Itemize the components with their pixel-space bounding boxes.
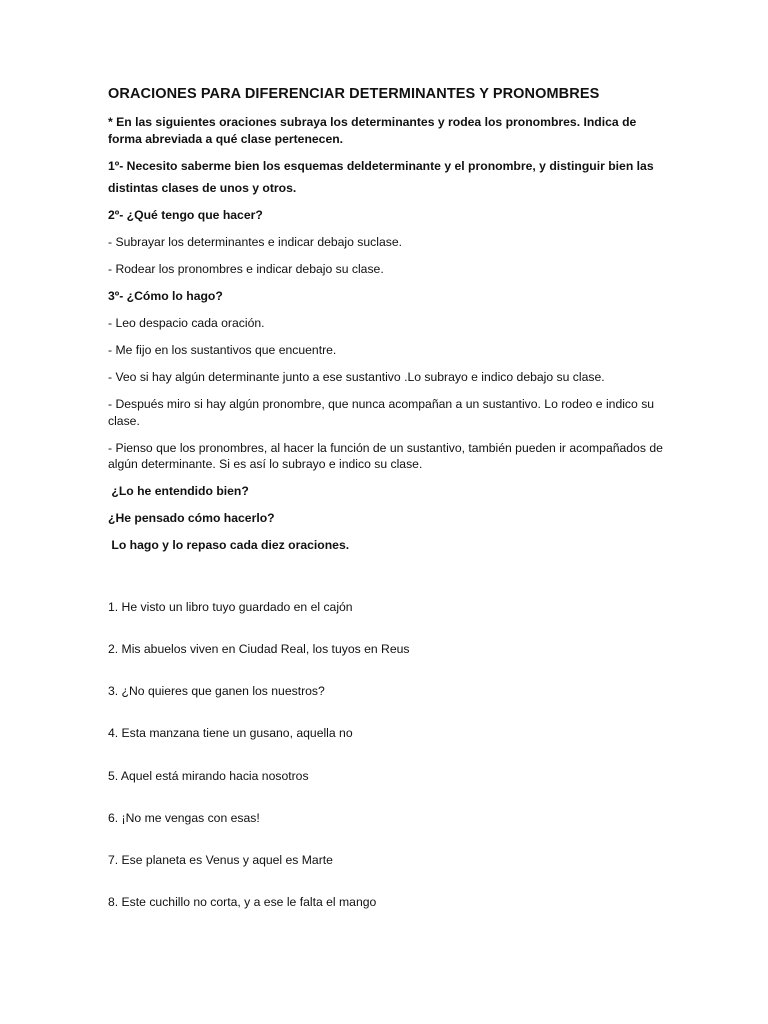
instruction-text: * En las siguientes oraciones subraya los determinantes y rodea los pronombres. Indica de forma abreviada a qué clase pertenecen. (108, 115, 637, 146)
step3-item: - Pienso que los pronombres, al hacer la función de un sustantivo, también pueden ir acompañados de algún determinante. Si es así lo subrayo e indico su clase. (108, 440, 663, 471)
sentence-item: 5. Aquel está mirando hacia nosotros (108, 769, 309, 783)
step1-line2: distintas clases de unos y otros. (108, 181, 297, 195)
sentence-item: 6. ¡No me vengas con esas! (108, 811, 260, 825)
step1-line1: 1º- Necesito saberme bien los esquemas deldeterminante y el pronombre, y distinguir bien las (108, 158, 654, 173)
question-understood: ¿Lo he entendido bien? (108, 484, 249, 498)
document-page (108, 86, 668, 564)
step2-item: - Rodear los pronombres e indicar debajo su clase. (108, 262, 384, 276)
step2-heading: 2º- ¿Qué tengo que hacer? (108, 208, 263, 222)
document-title: ORACIONES PARA DIFERENCIAR DETERMINANTES Y PRONOMBRES (108, 86, 600, 102)
step2-item: - Subrayar los determinantes e indicar debajo suclase. (108, 235, 403, 249)
sentence-item: 4. Esta manzana tiene un gusano, aquella no (108, 726, 353, 740)
step3-item: - Me fijo en los sustantivos que encuentre. (108, 343, 337, 357)
step3-item: - Veo si hay algún determinante junto a ese sustantivo .Lo subrayo e indico debajo su clase. (108, 370, 605, 384)
sentence-item: 1. He visto un libro tuyo guardado en el cajón (108, 600, 353, 614)
sentence-item: 7. Ese planeta es Venus y aquel es Marte (108, 853, 333, 867)
question-review: Lo hago y lo repaso cada diez oraciones. (108, 538, 350, 552)
sentence-item: 2. Mis abuelos viven en Ciudad Real, los tuyos en Reus (108, 642, 410, 656)
question-thought: ¿He pensado cómo hacerlo? (108, 511, 275, 525)
step3-item: - Después miro si hay algún pronombre, que nunca acompañan a un sustantivo. Lo rodeo e indico su clase. (108, 397, 655, 428)
step3-heading: 3º- ¿Cómo lo hago? (108, 289, 223, 303)
sentence-item: 3. ¿No quieres que ganen los nuestros? (108, 684, 325, 698)
step3-item: - Leo despacio cada oración. (108, 316, 265, 330)
sentence-item: 8. Este cuchillo no corta, y a ese le falta el mango (108, 895, 377, 909)
